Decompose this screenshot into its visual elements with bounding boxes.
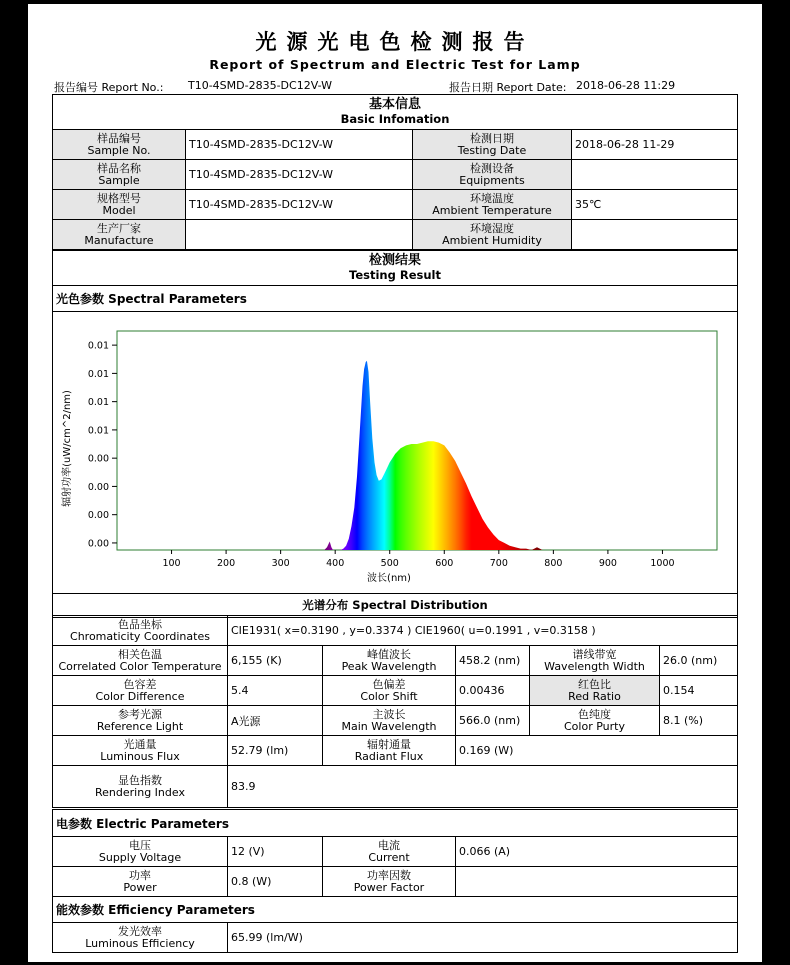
x-tick-label: 700 xyxy=(489,558,508,569)
sample-label: 样品名称 Sample xyxy=(53,160,186,190)
manufacture-value xyxy=(186,220,413,250)
luminous-efficiency-label: 发光效率 Luminous Efficiency xyxy=(53,923,228,953)
x-tick-label: 100 xyxy=(162,558,181,569)
y-tick-label: 0.00 xyxy=(87,453,109,465)
supply-voltage-label: 电压 Supply Voltage xyxy=(53,837,228,867)
current-value: 0.066 (A) xyxy=(456,837,738,867)
testing-date-label: 检测日期 Testing Date xyxy=(413,130,572,160)
color-shift-value: 0.00436 xyxy=(456,676,530,706)
x-tick-label: 500 xyxy=(380,558,399,569)
peak-wavelength-value: 458.2 (nm) xyxy=(456,646,530,676)
basic-info-header xyxy=(53,95,738,130)
testing-result-title-en: Testing Result xyxy=(349,268,441,282)
red-ratio-label: 红色比 Red Ratio xyxy=(530,676,660,706)
x-tick-label: 200 xyxy=(217,558,236,569)
luminous-flux-label: 光通量 Luminous Flux xyxy=(53,736,228,766)
y-tick-label: 0.00 xyxy=(87,481,109,493)
y-tick-label: 0.01 xyxy=(87,425,109,437)
x-tick-label: 800 xyxy=(544,558,563,569)
sample-no-value: T10-4SMD-2835-DC12V-W xyxy=(186,130,413,160)
wavelength-width-label: 谱线带宽 Wavelength Width xyxy=(530,646,660,676)
manufacture-label: 生产厂家 Manufacture xyxy=(53,220,186,250)
main-wavelength-label: 主波长 Main Wavelength xyxy=(323,706,456,736)
red-ratio-value: 0.154 xyxy=(660,676,738,706)
basic-info-title-en: Basic Infomation xyxy=(340,112,450,126)
color-purity-value: 8.1 (%) xyxy=(660,706,738,736)
power-factor-label: 功率因数 Power Factor xyxy=(323,867,456,897)
luminous-flux-value: 52.79 (lm) xyxy=(228,736,323,766)
ambient-temperature-label: 环境温度 Ambient Temperature xyxy=(413,190,572,220)
wavelength-width-value: 26.0 (nm) xyxy=(660,646,738,676)
report-title-cn: 光源光电色检测报告 xyxy=(255,29,535,54)
model-label: 规格型号 Model xyxy=(53,190,186,220)
ambient-temperature-value: 35℃ xyxy=(572,190,738,220)
chromaticity-label: 色品坐标 Chromaticity Coordinates xyxy=(53,616,228,646)
equipments-label: 检测设备 Equipments xyxy=(413,160,572,190)
electric-table xyxy=(52,809,738,897)
luminous-efficiency-value: 65.99 (lm/W) xyxy=(228,923,738,953)
rendering-index-label: 显色指数 Rendering Index xyxy=(53,766,228,808)
basic-info-title-cn: 基本信息 xyxy=(369,97,422,112)
reference-light-value: A光源 xyxy=(228,706,323,736)
power-value: 0.8 (W) xyxy=(228,867,323,897)
x-tick-label: 400 xyxy=(326,558,345,569)
peak-wavelength-label: 峰值波长 Peak Wavelength xyxy=(323,646,456,676)
spectral-parameters-heading: 光色参数 Spectral Parameters xyxy=(53,286,738,312)
reference-light-label: 参考光源 Reference Light xyxy=(53,706,228,736)
supply-voltage-value: 12 (V) xyxy=(228,837,323,867)
cct-label: 相关色温 Correlated Color Temperature xyxy=(53,646,228,676)
color-difference-label: 色容差 Color Difference xyxy=(53,676,228,706)
report-number-value: T10-4SMD-2835-DC12V-W xyxy=(188,79,332,92)
efficiency-table xyxy=(52,896,738,953)
x-tick-label: 900 xyxy=(598,558,617,569)
radiant-flux-label: 辐射通量 Radiant Flux xyxy=(323,736,456,766)
basic-info-table xyxy=(52,94,738,250)
color-difference-value: 5.4 xyxy=(228,676,323,706)
chromaticity-value: CIE1931( x=0.3190 , y=0.3374 ) CIE1960( u=0.1991 , v=0.3158 ) xyxy=(228,616,738,646)
x-tick-label: 300 xyxy=(271,558,290,569)
x-tick-label: 1000 xyxy=(650,558,675,569)
power-label: 功率 Power xyxy=(53,867,228,897)
color-purity-label: 色纯度 Color Purty xyxy=(530,706,660,736)
report-date-value: 2018-06-28 11:29 xyxy=(576,79,676,92)
equipments-value xyxy=(572,160,738,190)
y-tick-label: 0.00 xyxy=(87,510,109,522)
testing-result-table xyxy=(52,250,738,618)
x-axis-label: 波长(nm) xyxy=(367,573,411,584)
model-value: T10-4SMD-2835-DC12V-W xyxy=(186,190,413,220)
electric-parameters-heading: 电参数 Electric Parameters xyxy=(53,810,738,837)
photometric-table xyxy=(52,615,738,808)
main-wavelength-value: 566.0 (nm) xyxy=(456,706,530,736)
x-tick-label: 600 xyxy=(435,558,454,569)
testing-date-value: 2018-06-28 11-29 xyxy=(572,130,738,160)
spectrum-chart-cell xyxy=(53,312,738,594)
y-tick-label: 0.01 xyxy=(87,397,109,409)
color-shift-label: 色偏差 Color Shift xyxy=(323,676,456,706)
y-tick-label: 0.00 xyxy=(87,538,109,550)
spectral-distribution-heading: 光谱分布 Spectral Distribution xyxy=(53,594,738,618)
ambient-humidity-label: 环境湿度 Ambient Humidity xyxy=(413,220,572,250)
report-title-en: Report of Spectrum and Electric Test for Lamp xyxy=(209,57,581,72)
report-number-label: 报告编号 Report No.: xyxy=(54,81,164,94)
report-page xyxy=(28,4,762,962)
y-axis-label: 辐射功率(uW/cm^2/nm) xyxy=(62,390,73,507)
y-tick-label: 0.01 xyxy=(87,340,109,352)
power-factor-value xyxy=(456,867,738,897)
radiant-flux-value: 0.169 (W) xyxy=(456,736,738,766)
sample-value: T10-4SMD-2835-DC12V-W xyxy=(186,160,413,190)
report-date-label: 报告日期 Report Date: xyxy=(449,81,567,94)
ambient-humidity-value xyxy=(572,220,738,250)
sample-no-label: 样品编号 Sample No. xyxy=(53,130,186,160)
spectrum-chart xyxy=(53,312,736,590)
cct-value: 6,155 (K) xyxy=(228,646,323,676)
rendering-index-value: 83.9 xyxy=(228,766,738,808)
efficiency-parameters-heading: 能效参数 Efficiency Parameters xyxy=(53,897,738,923)
testing-result-title-cn: 检测结果 xyxy=(368,253,421,268)
testing-result-header xyxy=(53,251,738,286)
y-tick-label: 0.01 xyxy=(87,368,109,380)
current-label: 电流 Current xyxy=(323,837,456,867)
